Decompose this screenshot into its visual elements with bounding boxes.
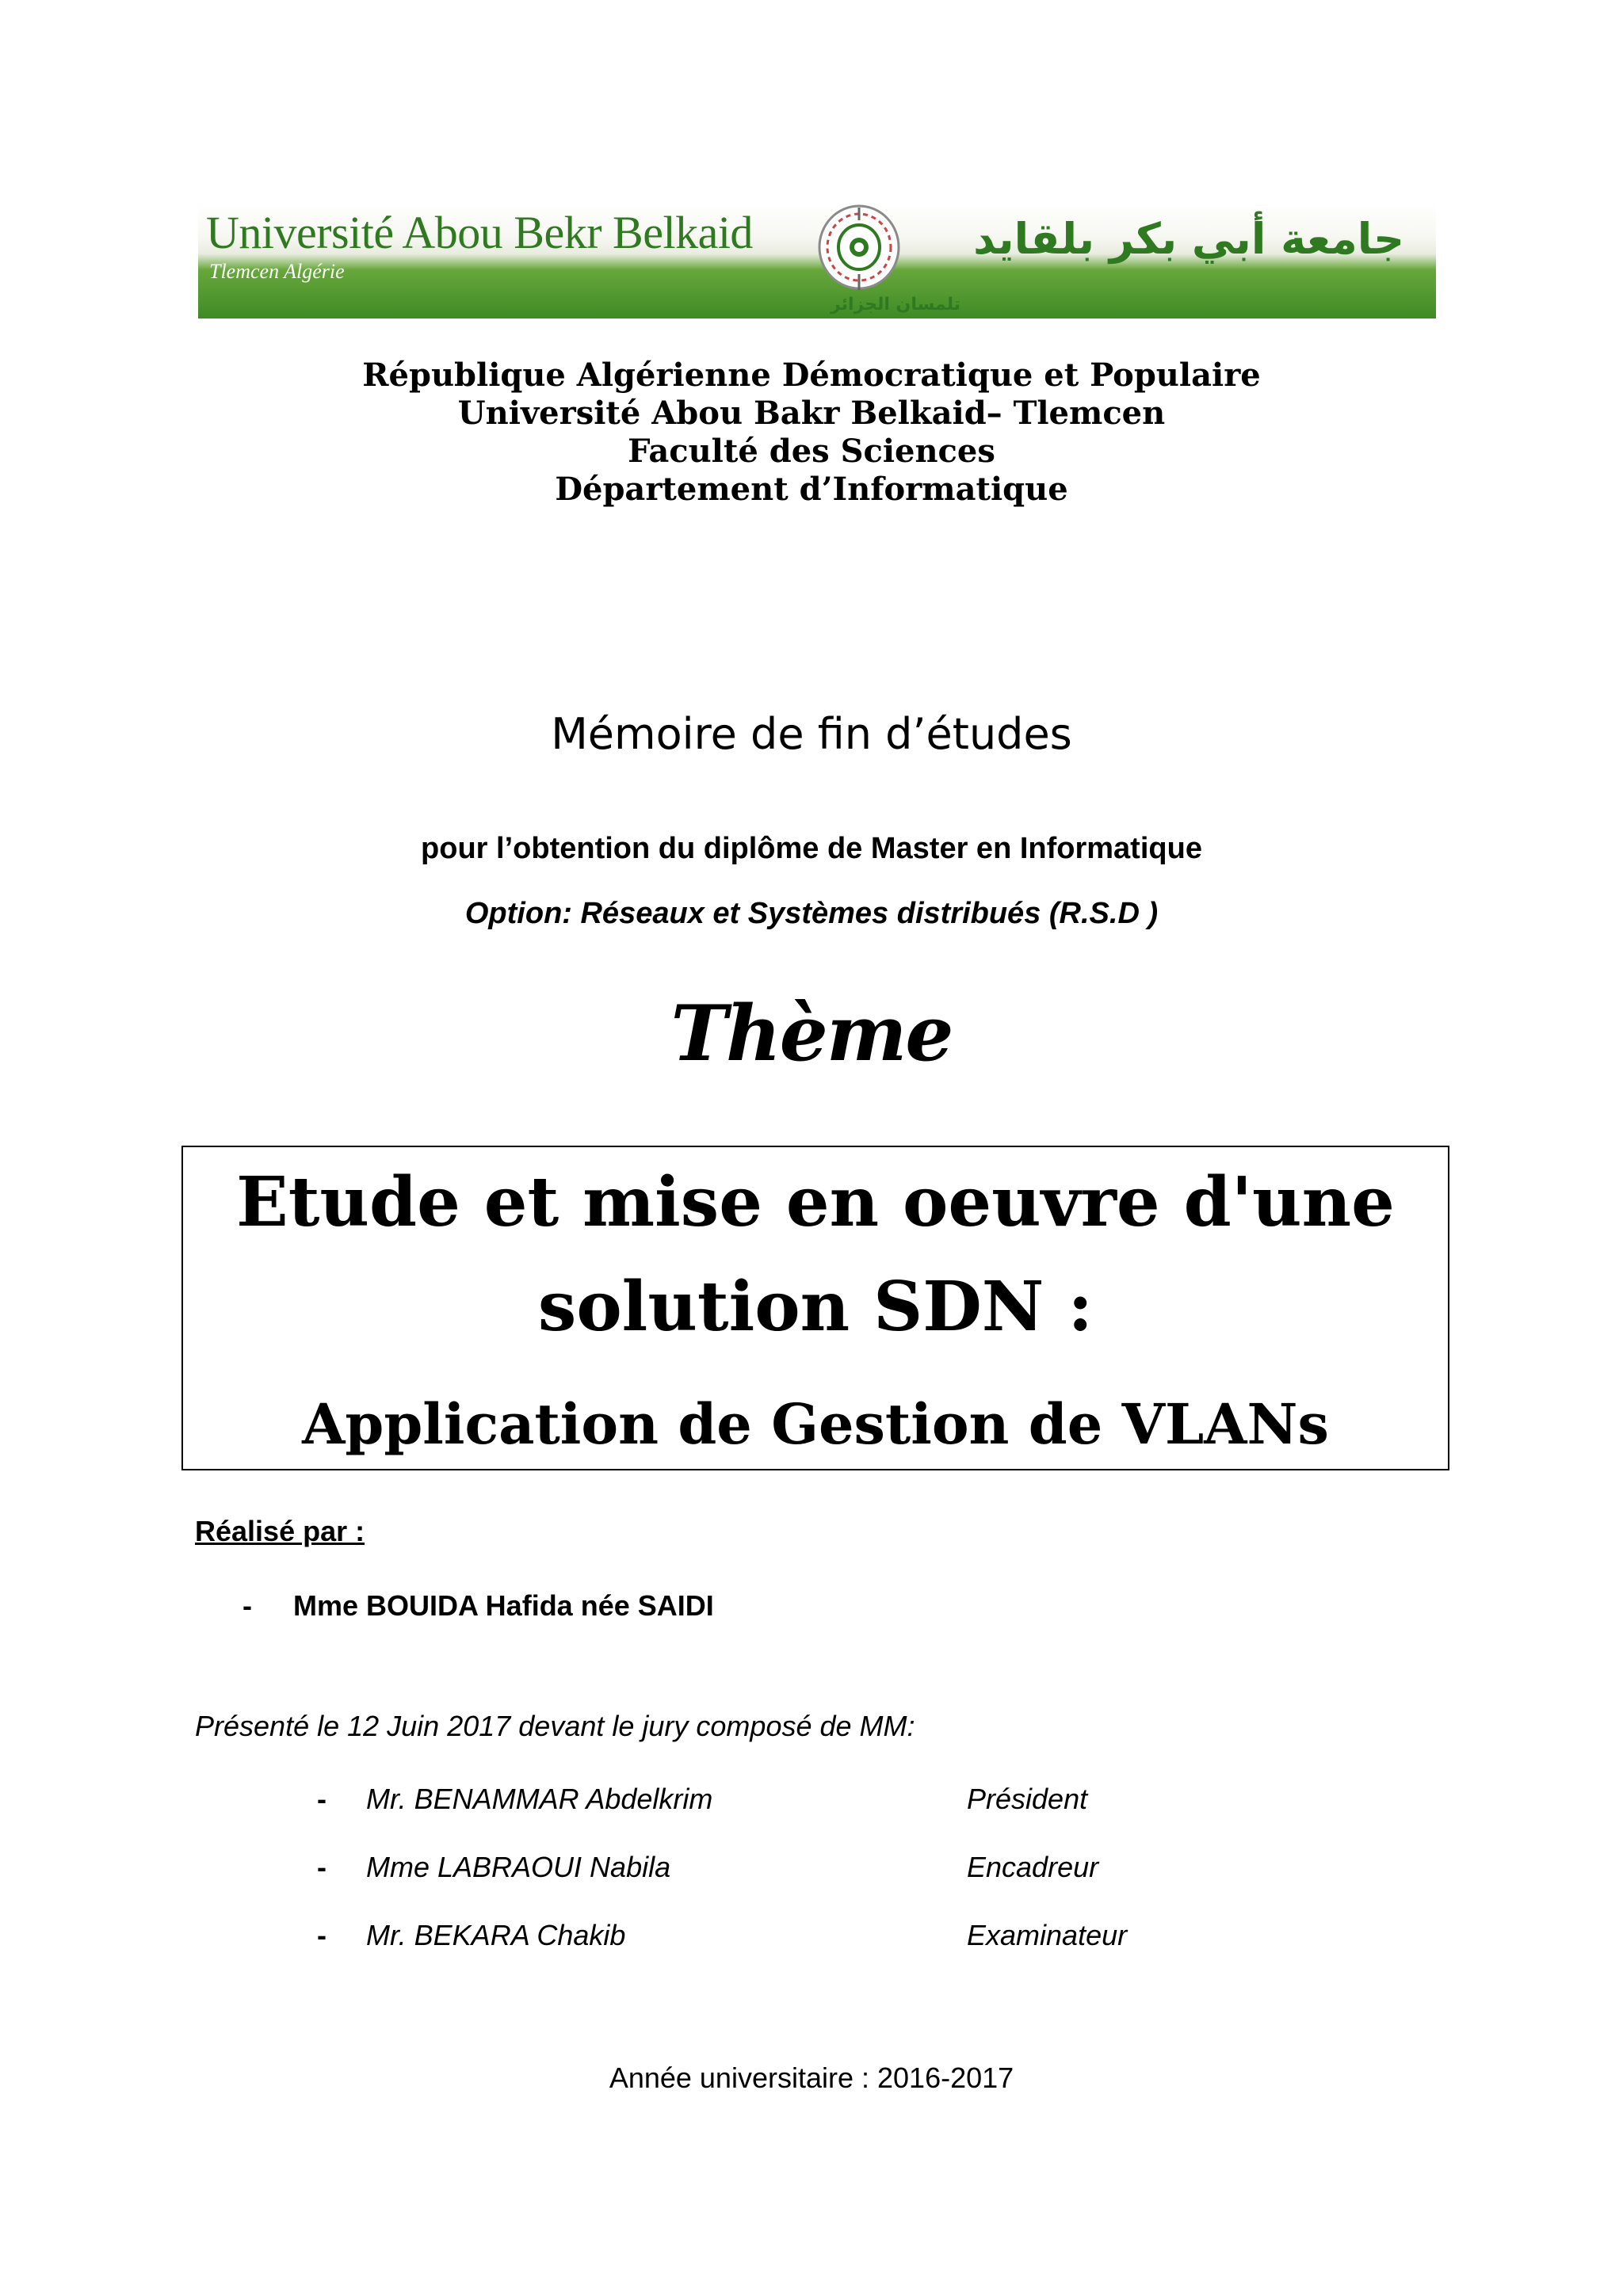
banner-city-arabic: تلمسان الجزائر	[831, 295, 960, 315]
theme-heading: Thème	[670, 989, 953, 1078]
jury-intro: Présenté le 12 Juin 2017 devant le jury composé de MM:	[195, 1710, 915, 1742]
header-faculte: Faculté des Sciences	[628, 433, 995, 470]
banner-city: Tlemcen Algérie	[209, 260, 345, 283]
university-banner	[198, 203, 1436, 318]
header-universite: Université Abou Bakr Belkaid– Tlemcen	[457, 395, 1166, 432]
author-item	[242, 1589, 714, 1623]
author-dash: -	[242, 1589, 252, 1622]
university-seal-icon	[816, 204, 902, 293]
jury-member-role: Président	[967, 1783, 1088, 1815]
thesis-subtitle: Application de Gestion de VLANs	[302, 1391, 1329, 1457]
banner-university-name-arabic: جامعة أبي بكر بلقايد	[973, 214, 1404, 264]
jury-member	[317, 1851, 1347, 1886]
memoire-title: Mémoire de fin d’études	[551, 709, 1072, 759]
header-departement: Département d’Informatique	[555, 471, 1068, 508]
jury-dash: -	[317, 1919, 327, 1951]
academic-year: Année universitaire : 2016-2017	[609, 2061, 1014, 2094]
thesis-title-box	[181, 1146, 1449, 1470]
author-name: Mme BOUIDA Hafida née SAIDI	[293, 1589, 714, 1622]
jury-member	[317, 1919, 1347, 1954]
header-republique: République Algérienne Démocratique et Populaire	[362, 357, 1261, 394]
realise-par-label: Réalisé par :	[195, 1515, 365, 1547]
diploma-line: pour l’obtention du diplôme de Master en Informatique	[421, 832, 1202, 865]
jury-dash: -	[317, 1851, 327, 1883]
jury-member-name: Mme LABRAOUI Nabila	[366, 1851, 671, 1883]
jury-member-name: Mr. BEKARA Chakib	[366, 1919, 626, 1951]
jury-member	[317, 1783, 1347, 1817]
jury-member-name: Mr. BENAMMAR Abdelkrim	[366, 1783, 713, 1815]
jury-member-role: Examinateur	[967, 1919, 1128, 1951]
thesis-title-line1: Etude et mise en oeuvre d'une	[236, 1162, 1395, 1242]
banner-university-name: Université Abou Bekr Belkaid	[206, 207, 753, 258]
jury-member-role: Encadreur	[967, 1851, 1099, 1883]
option-line: Option: Réseaux et Systèmes distribués (R.S.D )	[464, 897, 1159, 930]
jury-dash: -	[317, 1783, 327, 1815]
thesis-title-line2: solution SDN :	[537, 1267, 1094, 1347]
